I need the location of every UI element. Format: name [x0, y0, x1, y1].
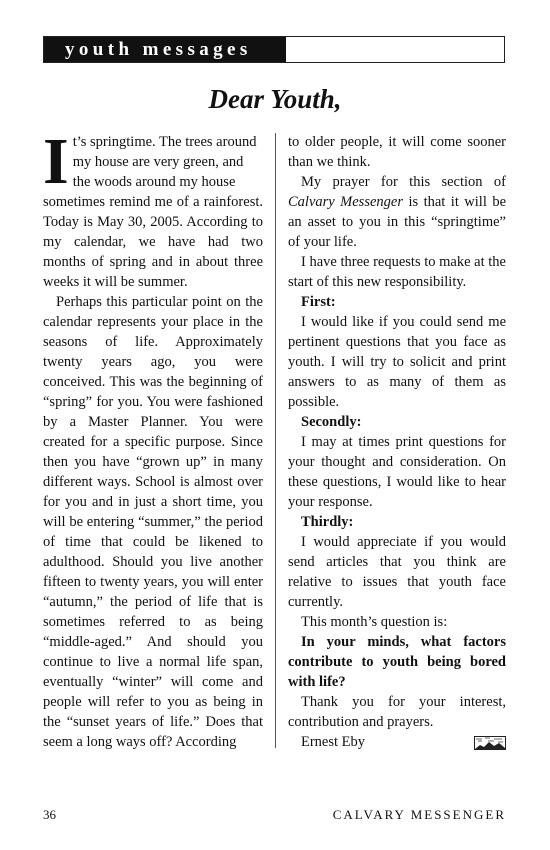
publication-name: Calvary Messenger	[288, 194, 403, 210]
paragraph-1-rest: sometimes remind me of a rainforest. Today is May 30, 2005. According to my calendar, we have had two months of spring and in about three weeks it will be summer.	[43, 194, 263, 290]
paragraph-secondly: I may at times print questions for your thought and consideration. On these questions, I would like to hear your response.	[288, 434, 506, 510]
section-banner	[43, 36, 505, 63]
paragraph-2: Perhaps this particular point on the calendar represents your place in the seasons of life. Approximately twenty years ago, you were conceived. This was the beginning of “spring” for you. You were fashioned by a Master Planner. You were created for a specific purpose. Since then you have “grown up” in many different ways. School is almost over for you and in just a short time, you will be entering “summer,” the period of time that could be likened to adulthood. Should you live another fifteen to twenty years, you will enter “autumn,” the period of life that is sometimes referred to as being “middle-aged.” And should you continue to live a normal life span, eventually “winter” will come and people will refer to you as being in the “sunset years of life.” Does that seem a long ways off? According	[43, 294, 263, 750]
section-banner-label: youth messages	[44, 37, 286, 62]
heading-first: First:	[301, 294, 336, 310]
paragraph-continued: to older people, it will come sooner than we think.	[288, 134, 506, 170]
paragraph-1-line-3: the woods around my house	[72, 174, 236, 190]
paragraph-1	[43, 125, 263, 292]
monthly-question: In your minds, what factors contribute to youth being bored with life?	[288, 634, 506, 690]
paragraph-thanks: Thank you for your interest, contribution and prayers.	[288, 694, 506, 730]
right-column	[288, 132, 506, 752]
prayer-text-end: is that it will be an asset to you in this “springtime” of your life.	[288, 194, 507, 250]
signature-row	[288, 732, 506, 752]
publication-footer: CALVARY MESSENGER	[332, 807, 506, 822]
paragraph-requests: I have three requests to make at the start of this new responsibility.	[288, 254, 506, 290]
paragraph-1-line-2: my house are very green, and	[72, 154, 244, 170]
heading-thirdly: Thirdly:	[301, 514, 354, 530]
paragraph-1-line-1: t’s springtime. The trees around	[72, 134, 257, 150]
page-number: 36	[43, 807, 56, 822]
paragraph-thirdly: I would appreciate if you would send articles that you think are relative to issues that youth face currently.	[288, 534, 506, 610]
drop-cap: I	[43, 125, 69, 198]
signature: Ernest Eby	[301, 734, 366, 750]
prayer-text-start: My prayer for this section of	[301, 174, 506, 190]
paragraph-first: I would like if you could send me pertinent questions that you face as youth. I will try to solicit and print answers to as many of them as possible.	[288, 314, 506, 410]
article-title: Dear Youth,	[208, 84, 342, 114]
paragraph-prayer	[288, 172, 506, 252]
sunset-scene-icon	[474, 736, 506, 750]
heading-secondly: Secondly:	[301, 414, 362, 430]
left-column	[43, 125, 263, 752]
question-intro: This month’s question is:	[301, 614, 448, 630]
column-divider	[275, 133, 276, 748]
